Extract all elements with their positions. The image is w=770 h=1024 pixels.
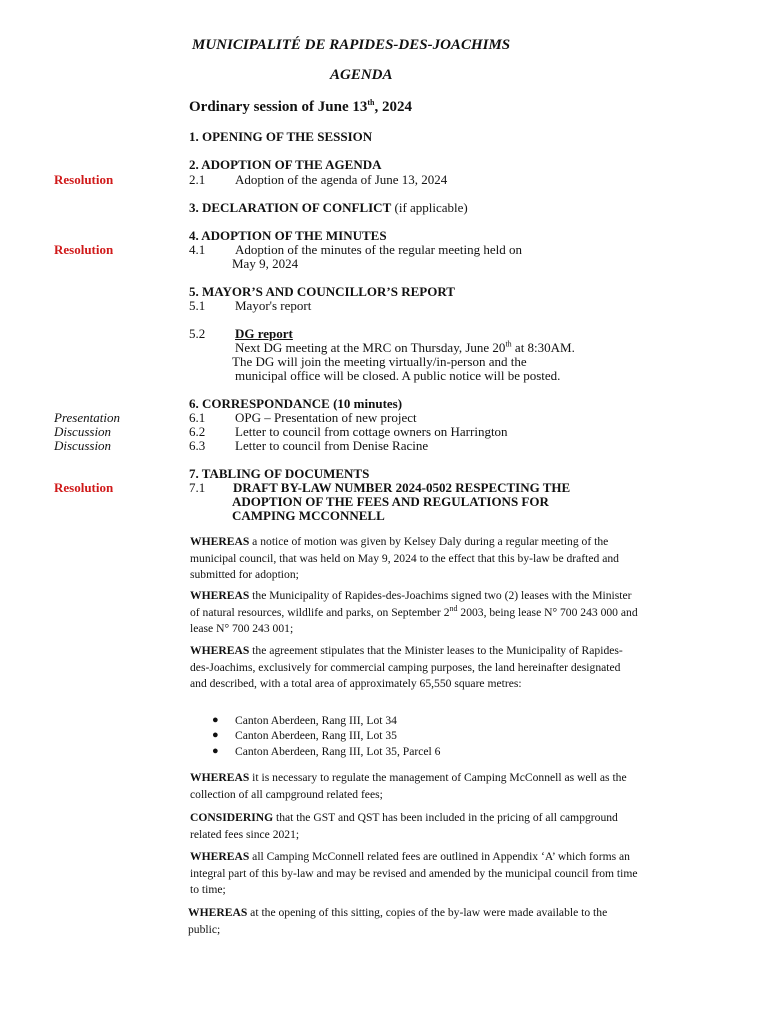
item-text: Mayor's report	[235, 298, 312, 313]
item-number: 6.1	[189, 410, 206, 425]
item-number: 5.1	[189, 298, 206, 313]
resolution-label: Resolution	[54, 242, 114, 257]
item-text: May 9, 2024	[232, 256, 299, 271]
item-text: Adoption of the minutes of the regular meeting held on	[235, 242, 523, 257]
discussion-label: Discussion	[54, 438, 112, 453]
considering-paragraph: CONSIDERING that the GST and QST has been included in the pricing of all campground related fees since 2021;	[190, 811, 618, 841]
agenda-title: AGENDA	[330, 67, 393, 83]
item-number: 4.1	[189, 242, 206, 257]
item-number: 5.2	[189, 326, 206, 341]
section-6-heading: 6. CORRESPONDANCE (10 minutes)	[189, 396, 403, 411]
item-text: OPG – Presentation of new project	[235, 410, 417, 425]
whereas-paragraph: WHEREAS the Municipality of Rapides-des-Joachims signed two (2) leases with the Minister of natural resources, wildlife and parks, on September 2nd 2003, being lease N° 700 243 000 and lease N° 700 243 001;	[190, 589, 638, 636]
whereas-paragraph: WHEREAS all Camping McConnell related fees are outlined in Appendix ‘A’ which forms an integral part of this by-law and may be revised and amended by the municipal council from time to time;	[190, 850, 638, 897]
dg-report-title: DG report	[235, 326, 293, 341]
item-text: Adoption of the agenda of June 13, 2024	[235, 172, 448, 187]
section-2-heading: 2. ADOPTION OF THE AGENDA	[189, 157, 382, 172]
section-7-heading: 7. TABLING OF DOCUMENTS	[189, 466, 370, 481]
section-3-heading: 3. DECLARATION OF CONFLICT (if applicable)	[189, 200, 468, 215]
presentation-label: Presentation	[54, 410, 120, 425]
item-text: The DG will join the meeting virtually/in-person and the	[232, 354, 527, 369]
section-4-heading: 4. ADOPTION OF THE MINUTES	[189, 228, 387, 243]
item-number: 2.1	[189, 172, 206, 187]
discussion-label: Discussion	[54, 424, 112, 439]
resolution-label: Resolution	[54, 172, 114, 187]
bullet-icon: ●	[212, 714, 219, 726]
resolution-label: Resolution	[54, 480, 114, 495]
whereas-paragraph: WHEREAS the agreement stipulates that the Minister leases to the Municipality of Rapides-des-Joachims, exclusively for commercial camping purposes, the land hereinafter designated and described, with a total area of approximately 65,550 square metres:	[190, 644, 623, 691]
item-text: municipal office will be closed. A public notice will be posted.	[235, 368, 561, 383]
item-text: Next DG meeting at the MRC on Thursday, June 20th at 8:30AM.	[235, 339, 575, 355]
whereas-paragraph: WHEREAS it is necessary to regulate the management of Camping McConnell as well as the collection of all campground related fees;	[190, 771, 627, 801]
bullet-icon: ●	[212, 729, 219, 741]
item-text: Letter to council from cottage owners on Harrington	[235, 424, 508, 439]
bylaw-title-line: CAMPING MCCONNELL	[232, 508, 385, 523]
item-number: 6.2	[189, 424, 206, 439]
session-heading: Ordinary session of June 13th, 2024	[189, 98, 412, 115]
bullet-icon: ●	[212, 745, 219, 757]
item-number: 6.3	[189, 438, 206, 453]
bylaw-title-line: ADOPTION OF THE FEES AND REGULATIONS FOR	[232, 494, 549, 509]
municipality-title: MUNICIPALITÉ DE RAPIDES-DES-JOACHIMS	[192, 37, 511, 53]
item-text: Letter to council from Denise Racine	[235, 438, 429, 453]
bylaw-title-line: DRAFT BY-LAW NUMBER 2024-0502 RESPECTING THE	[233, 480, 571, 495]
section-5-heading: 5. MAYOR’S AND COUNCILLOR’S REPORT	[189, 284, 455, 299]
whereas-paragraph: WHEREAS a notice of motion was given by Kelsey Daly during a regular meeting of the municipal council, that was held on May 9, 2024 to the effect that this by-law be drafted and submitted for adoption;	[190, 535, 619, 582]
item-number: 7.1	[189, 480, 206, 495]
whereas-paragraph: WHEREAS at the opening of this sitting, copies of the by-law were made available to the public;	[188, 906, 608, 936]
section-1-heading: 1. OPENING OF THE SESSION	[189, 129, 373, 144]
